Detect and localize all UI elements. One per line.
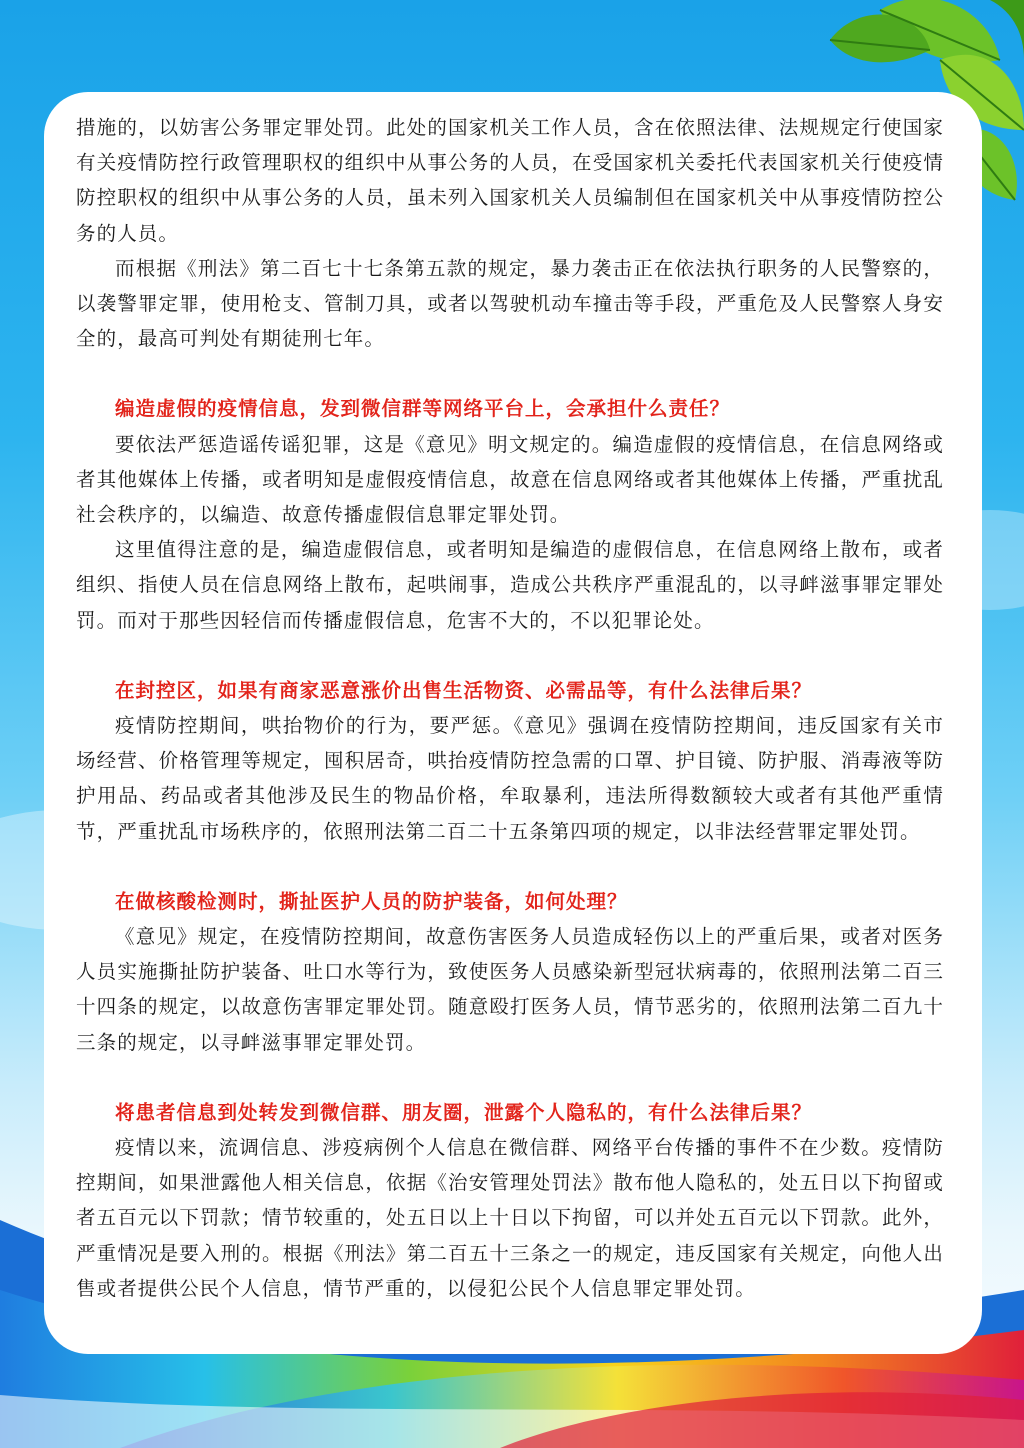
spacer bbox=[76, 849, 944, 884]
section-heading: 在封控区，如果有商家恶意涨价出售生活物资、必需品等，有什么法律后果？ bbox=[115, 678, 813, 702]
paragraph: 疫情防控期间，哄抬物价的行为，要严惩。《意见》强调在疫情防控期间，违反国家有关市场经营、价格管理等规定，囤积居奇，哄抬疫情防控急需的口罩、护目镜、防护服、消毒液等防护用品、药品或者其他涉及民生的物品价格，牟取暴利，违法所得数额较大或者有其他严重情节，严重扰乱市场秩序的，依照刑法第二百二十五条第四项的规定，以非法经营罪定罪处罚。 bbox=[76, 714, 944, 843]
paragraph: 措施的，以妨害公务罪定罪处罚。此处的国家机关工作人员，含在依照法律、法规规定行使国家有关疫情防控行政管理职权的组织中从事公务的人员，在受国家机关委托代表国家机关行使疫情防控职权的组织中从事公务的人员，虽未列入国家机关人员编制但在国家机关中从事疫情防控公务的人员。 bbox=[76, 116, 944, 245]
spacer bbox=[76, 638, 944, 673]
section-heading: 在做核酸检测时，撕扯医护人员的防护装备，如何处理？ bbox=[115, 889, 628, 913]
section-heading: 编造虚假的疫情信息，发到微信群等网络平台上，会承担什么责任？ bbox=[115, 397, 731, 421]
section-heading: 将患者信息到处转发到微信群、朋友圈，泄露个人隐私的，有什么法律后果？ bbox=[115, 1100, 813, 1124]
paragraph: 这里值得注意的是，编造虚假信息，或者明知是编造的虚假信息，在信息网络上散布，或者组织、指使人员在信息网络上散布，起哄闹事，造成公共秩序严重混乱的，以寻衅滋事罪定罪处罚。而对于那些因轻信而传播虚假信息，危害不大的，不以犯罪论处。 bbox=[76, 538, 944, 632]
paragraph: 《意见》规定，在疫情防控期间，故意伤害医务人员造成轻伤以上的严重后果，或者对医务人员实施撕扯防护装备、吐口水等行为，致使医务人员感染新型冠状病毒的，依照刑法第二百三十四条的规定，以故意伤害罪定罪处罚。随意殴打医务人员，情节恶劣的，依照刑法第二百九十三条的规定，以寻衅滋事罪定罪处罚。 bbox=[76, 925, 944, 1054]
paragraph: 疫情以来，流调信息、涉疫病例个人信息在微信群、网络平台传播的事件不在少数。疫情防控期间，如果泄露他人相关信息，依据《治安管理处罚法》散布他人隐私的，处五日以下拘留或者五百元以下罚款；情节较重的，处五日以上十日以下拘留，可以并处五百元以下罚款。此外，严重情况是要入刑的。根据《刑法》第二百五十三条之一的规定，违反国家有关规定，向他人出售或者提供公民个人信息，情节严重的，以侵犯公民个人信息罪定罪处罚。 bbox=[76, 1136, 944, 1300]
content-panel bbox=[44, 92, 982, 1354]
paragraph: 而根据《刑法》第二百七十七条第五款的规定，暴力袭击正在依法执行职务的人民警察的，以袭警罪定罪，使用枪支、管制刀具，或者以驾驶机动车撞击等手段，严重危及人民警察人身安全的，最高可判处有期徒刑七年。 bbox=[76, 256, 944, 351]
spacer bbox=[76, 1060, 944, 1095]
paragraph: 要依法严惩造谣传谣犯罪，这是《意见》明文规定的。编造虚假的疫情信息，在信息网络或者其他媒体上传播，或者明知是虚假疫情信息，故意在信息网络或者其他媒体上传播，严重扰乱社会秩序的，以编造、故意传播虚假信息罪定罪处罚。 bbox=[76, 432, 944, 527]
spacer bbox=[76, 356, 944, 391]
